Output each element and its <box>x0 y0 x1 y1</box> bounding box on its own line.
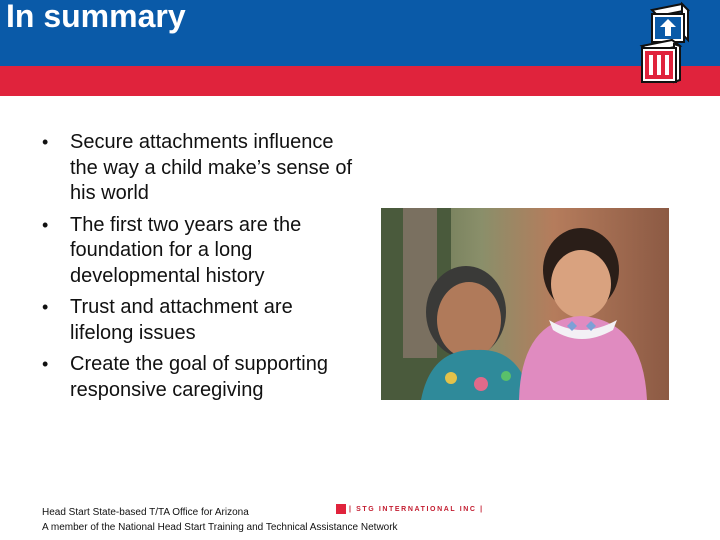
bullet-text: Create the goal of supporting responsive caregiving <box>70 353 328 401</box>
header-stripe <box>0 66 720 96</box>
bullet-text: The first two years are the foundation for a long developmental history <box>70 213 302 287</box>
bullet-list <box>40 130 360 409</box>
bullet-glyph: • <box>42 214 49 235</box>
stg-international-logo <box>336 503 484 515</box>
bullet-item <box>40 352 360 403</box>
bullet-glyph: • <box>42 132 49 152</box>
stg-logo-text: | STG INTERNATIONAL INC | <box>349 505 484 513</box>
head-start-blocks-icon <box>634 0 694 90</box>
footer-office-text: Head Start State-based T/TA Office for Arizona <box>42 507 249 518</box>
stg-mark-icon <box>336 504 346 514</box>
footer-network-text: A member of the National Head Start Training and Technical Assistance Network <box>42 522 398 533</box>
bullet-glyph: • <box>42 354 49 374</box>
bullet-item <box>40 295 360 346</box>
bullet-text: Secure attachments influence the way a child make’s sense of his world <box>70 131 353 204</box>
bullet-item <box>40 130 360 207</box>
page-title: In summary <box>6 0 186 34</box>
bullet-glyph: • <box>42 297 49 317</box>
bullet-item <box>40 213 360 290</box>
grandmother-and-child-photo <box>381 208 669 400</box>
bullet-text: Trust and attachment are lifelong issues <box>70 296 293 344</box>
